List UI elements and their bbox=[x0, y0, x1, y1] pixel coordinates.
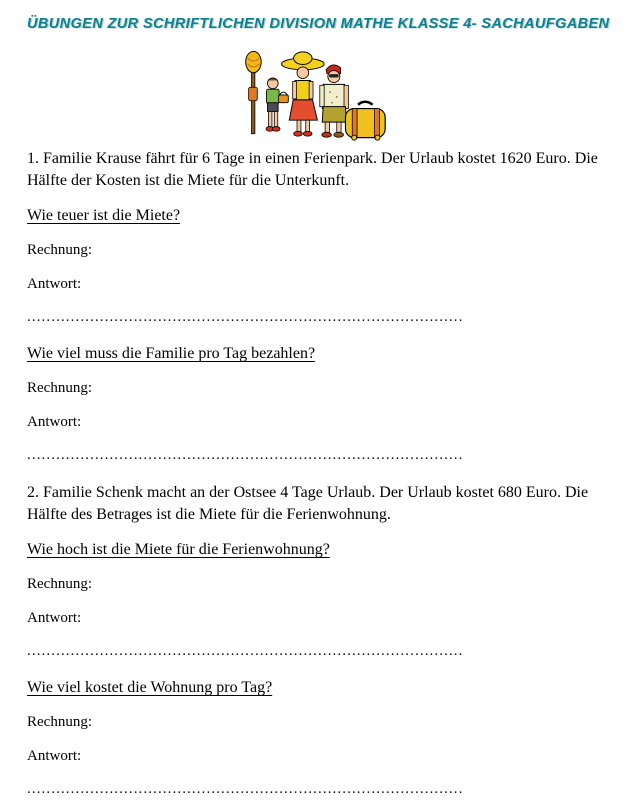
problem-2-question-2: Wie viel kostet die Wohnung pro Tag? bbox=[27, 679, 273, 696]
problem-1 bbox=[27, 148, 600, 464]
family-vacation-illustration bbox=[27, 48, 600, 141]
rechnung-label: Rechnung: bbox=[27, 242, 92, 258]
problem-2-statement: 2. Familie Schenk macht an der Ostsee 4 Tage Urlaub. Der Urlaub kostet 680 Euro. Die Hälfte des Betrages ist die Miete für die Ferienwohnung. bbox=[27, 484, 589, 523]
suitcase-icon bbox=[345, 102, 385, 140]
rechnung-label: Rechnung: bbox=[27, 380, 92, 396]
family-vacation-clipart-svg bbox=[236, 48, 391, 141]
man-figure bbox=[320, 65, 349, 137]
dotted-answer-line: .......................................................................................... bbox=[27, 309, 464, 325]
dotted-answer-line: .......................................................................................... bbox=[27, 447, 464, 463]
rechnung-label: Rechnung: bbox=[27, 714, 92, 730]
problem-1-question-1: Wie teuer ist die Miete? bbox=[27, 207, 181, 224]
problem-2-question-1: Wie hoch ist die Miete für die Ferienwohnung? bbox=[27, 541, 330, 558]
antwort-label: Antwort: bbox=[27, 276, 82, 292]
dotted-answer-line: .......................................................................................... bbox=[27, 781, 464, 797]
antwort-label: Antwort: bbox=[27, 414, 82, 430]
rechnung-label: Rechnung: bbox=[27, 576, 92, 592]
woman-figure bbox=[282, 52, 325, 136]
child-figure bbox=[266, 78, 288, 131]
net-pole-icon bbox=[246, 51, 262, 133]
worksheet-title: ÜBUNGEN ZUR SCHRIFTLICHEN DIVISION MATHE KLASSE 4- SACHAUFGABEN bbox=[27, 16, 610, 32]
problem-2 bbox=[27, 482, 600, 798]
antwort-label: Antwort: bbox=[27, 748, 82, 764]
dotted-answer-line: .......................................................................................... bbox=[27, 643, 464, 659]
problem-1-statement: 1. Familie Krause fährt für 6 Tage in einen Ferienpark. Der Urlaub kostet 1620 Euro. Die Hälfte der Kosten ist die Miete für die Unterkunft. bbox=[27, 150, 598, 189]
antwort-label: Antwort: bbox=[27, 610, 82, 626]
problem-1-question-2: Wie viel muss die Familie pro Tag bezahlen? bbox=[27, 345, 316, 362]
